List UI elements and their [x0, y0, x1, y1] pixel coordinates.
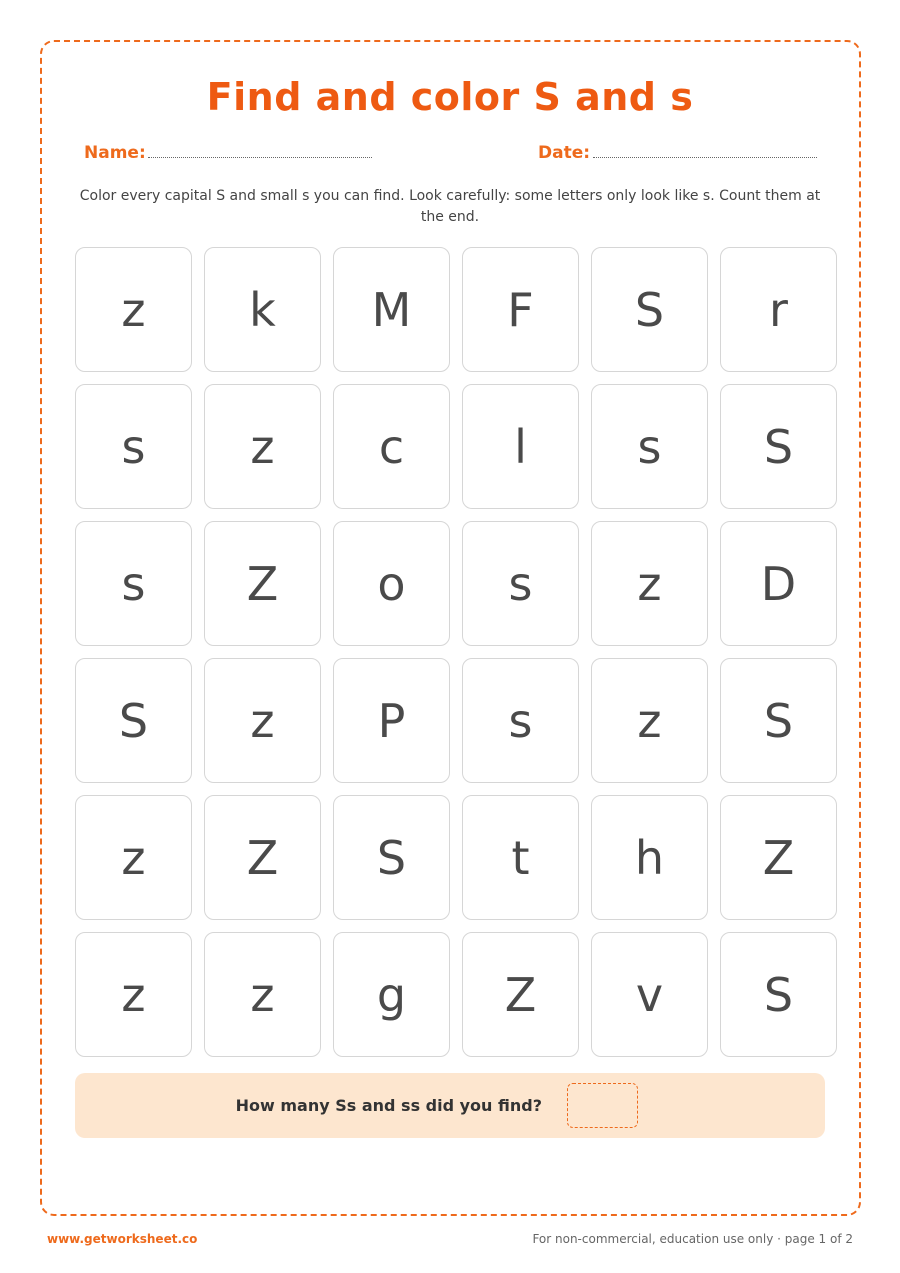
letter-cell[interactable]: o — [333, 521, 450, 646]
letter-cell[interactable]: c — [333, 384, 450, 509]
letter-cell[interactable]: z — [204, 658, 321, 783]
letter-cell[interactable]: Z — [462, 932, 579, 1057]
letter-cell[interactable]: z — [591, 521, 708, 646]
worksheet-title: Find and color S and s — [206, 75, 694, 119]
instructions: Color every capital S and small s you can find. Look carefully: some letters only look like s. Count them at the end. — [79, 188, 821, 225]
letter-cell[interactable]: S — [720, 658, 837, 783]
answer-question: How many Ss and ss did you find? — [235, 1096, 542, 1115]
letter-cell[interactable]: P — [333, 658, 450, 783]
letter-cell[interactable]: v — [591, 932, 708, 1057]
footer-note: For non-commercial, education use only · page 1 of 2 — [532, 1232, 853, 1246]
letter-cell[interactable]: g — [333, 932, 450, 1057]
letter-cell[interactable]: S — [333, 795, 450, 920]
name-line[interactable] — [148, 157, 372, 158]
letter-cell[interactable]: k — [204, 247, 321, 372]
letter-cell[interactable]: s — [75, 521, 192, 646]
letter-cell[interactable]: S — [720, 932, 837, 1057]
footer-website[interactable]: www.getworksheet.co — [47, 1232, 198, 1246]
date-line[interactable] — [593, 157, 817, 158]
letter-cell[interactable]: r — [720, 247, 837, 372]
letter-cell[interactable]: s — [591, 384, 708, 509]
letter-cell[interactable]: S — [591, 247, 708, 372]
letter-cell[interactable]: z — [75, 932, 192, 1057]
date-label: Date: — [538, 143, 591, 163]
answer-box[interactable] — [567, 1083, 638, 1128]
letter-cell[interactable]: z — [75, 795, 192, 920]
letter-cell[interactable]: z — [204, 384, 321, 509]
answer-bar — [75, 1073, 825, 1138]
letter-cell[interactable]: S — [720, 384, 837, 509]
letter-grid — [75, 247, 837, 1057]
letter-cell[interactable]: z — [591, 658, 708, 783]
letter-cell[interactable]: Z — [204, 521, 321, 646]
letter-cell[interactable]: D — [720, 521, 837, 646]
letter-cell[interactable]: l — [462, 384, 579, 509]
letter-cell[interactable]: z — [75, 247, 192, 372]
letter-cell[interactable]: F — [462, 247, 579, 372]
letter-cell[interactable]: s — [75, 384, 192, 509]
letter-cell[interactable]: h — [591, 795, 708, 920]
name-label: Name: — [84, 143, 146, 163]
letter-cell[interactable]: s — [462, 521, 579, 646]
letter-cell[interactable]: t — [462, 795, 579, 920]
letter-cell[interactable]: Z — [204, 795, 321, 920]
letter-cell[interactable]: Z — [720, 795, 837, 920]
letter-cell[interactable]: M — [333, 247, 450, 372]
letter-cell[interactable]: s — [462, 658, 579, 783]
letter-cell[interactable]: z — [204, 932, 321, 1057]
letter-cell[interactable]: S — [75, 658, 192, 783]
